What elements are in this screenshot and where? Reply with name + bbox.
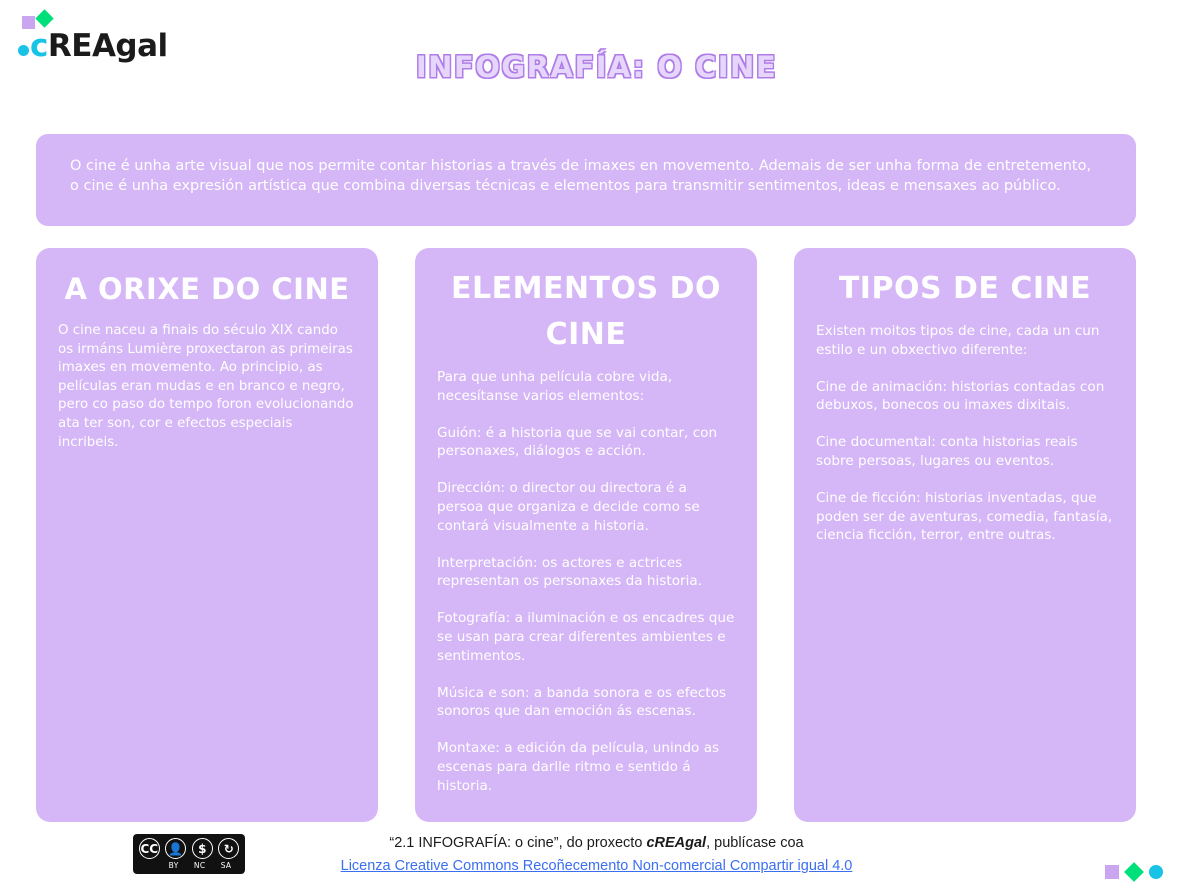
card-title: A ORIXE DO CINE xyxy=(64,272,350,306)
violet-square-icon xyxy=(1105,865,1119,879)
card-paragraph: Guión: é a historia que se vai contar, con personaxes, diálogos e acción. xyxy=(437,424,718,460)
card-title: TIPOS DE CINE xyxy=(838,271,1092,306)
footer xyxy=(0,826,1193,888)
license-link[interactable]: Licenza Creative Commons Recoñecemento Non-comercial Compartir igual 4.0 xyxy=(340,858,853,874)
card-paragraph: Cine de animación: historias contadas con debuxos, bonecos ou imaxes dixitais. xyxy=(816,378,1105,414)
credit-prefix: “2.1 INFOGRAFÍA: o cine”, do proxecto xyxy=(389,835,647,851)
card-body xyxy=(437,368,735,796)
cc-label-nc: NC xyxy=(193,861,206,870)
cards-row xyxy=(36,248,1136,822)
cyan-circle-icon xyxy=(1149,865,1163,879)
card-body xyxy=(816,322,1114,545)
green-diamond-icon xyxy=(1124,862,1144,882)
cc-nc-icon: $ xyxy=(192,838,213,859)
footer-decorative-shapes xyxy=(1105,862,1175,882)
cc-label-sa: SA xyxy=(220,861,232,870)
intro-panel xyxy=(36,134,1136,226)
card-paragraph: Fotografía: a iluminación e os encadres que se usan para crear diferentes ambientes e sentimentos. xyxy=(437,610,735,664)
card-paragraph: Cine documental: conta historias reais sobre persoas, lugares ou eventos. xyxy=(816,434,1078,469)
card-paragraph: Cine de ficción: historias inventadas, que poden ser de aventuras, comedia, fantasía, ciencia ficción, terror, entre outras. xyxy=(816,489,1113,544)
card-paragraph: Interpretación: os actores e actrices representan os personaxes da historia. xyxy=(437,554,703,590)
card-origin-of-cinema xyxy=(36,248,378,822)
card-paragraph: Dirección: o director ou directora é a persoa que organiza e decide como se contará visualmente a historia. xyxy=(437,480,700,534)
card-paragraph: Montaxe: a edición da película, unindo as escenas para darlle ritmo e sentido á historia. xyxy=(437,740,720,794)
cc-icon: CC xyxy=(139,838,160,859)
card-body xyxy=(58,322,356,452)
logo-letters-rest: REAgal xyxy=(47,28,168,64)
card-title: ELEMENTOS DO CINE xyxy=(451,271,721,352)
card-paragraph: O cine naceu a finais do século XIX cando os irmáns Lumière proxectaron as primeiras imaxes en movemento. Ao principio, as películas eran mudas e en branco e negro, pero co paso do tempo foron evolucionando ata ter son, cor e efectos especiais incribeis. xyxy=(58,323,354,450)
cc-by-icon: 👤 xyxy=(165,838,186,859)
green-diamond-icon xyxy=(35,9,53,27)
cc-label-by: BY xyxy=(168,861,179,870)
card-paragraph: Música e son: a banda sonora e os efectos sonoros que dan emoción ás escenas. xyxy=(437,684,727,720)
credit-suffix: , publícase coa xyxy=(706,835,804,851)
credit-project-name: cREAgal xyxy=(646,835,707,851)
page-title: INFOGRAFÍA: O CINE xyxy=(415,50,778,84)
footer-credit xyxy=(0,832,1193,877)
card-paragraph: Para que unha película cobre vida, necesítanse varios elementos: xyxy=(437,369,673,404)
card-paragraph: Existen moitos tipos de cine, cada un cun estilo e un obxectivo diferente: xyxy=(816,323,1100,358)
cc-sa-icon: ↻ xyxy=(218,838,239,859)
card-elements-of-cinema xyxy=(415,248,757,822)
logo-letter-c: c xyxy=(30,28,48,64)
intro-text: O cine é unha arte visual que nos permite contar historias a través de imaxes en movemento. Ademais de ser unha forma de entretemento, o cine é unha expresión artística que combina diversas técnicas e elementos para transmitir sentimentos, ideas e mensaxes ao público. xyxy=(70,158,1092,194)
card-types-of-cinema xyxy=(794,248,1136,822)
